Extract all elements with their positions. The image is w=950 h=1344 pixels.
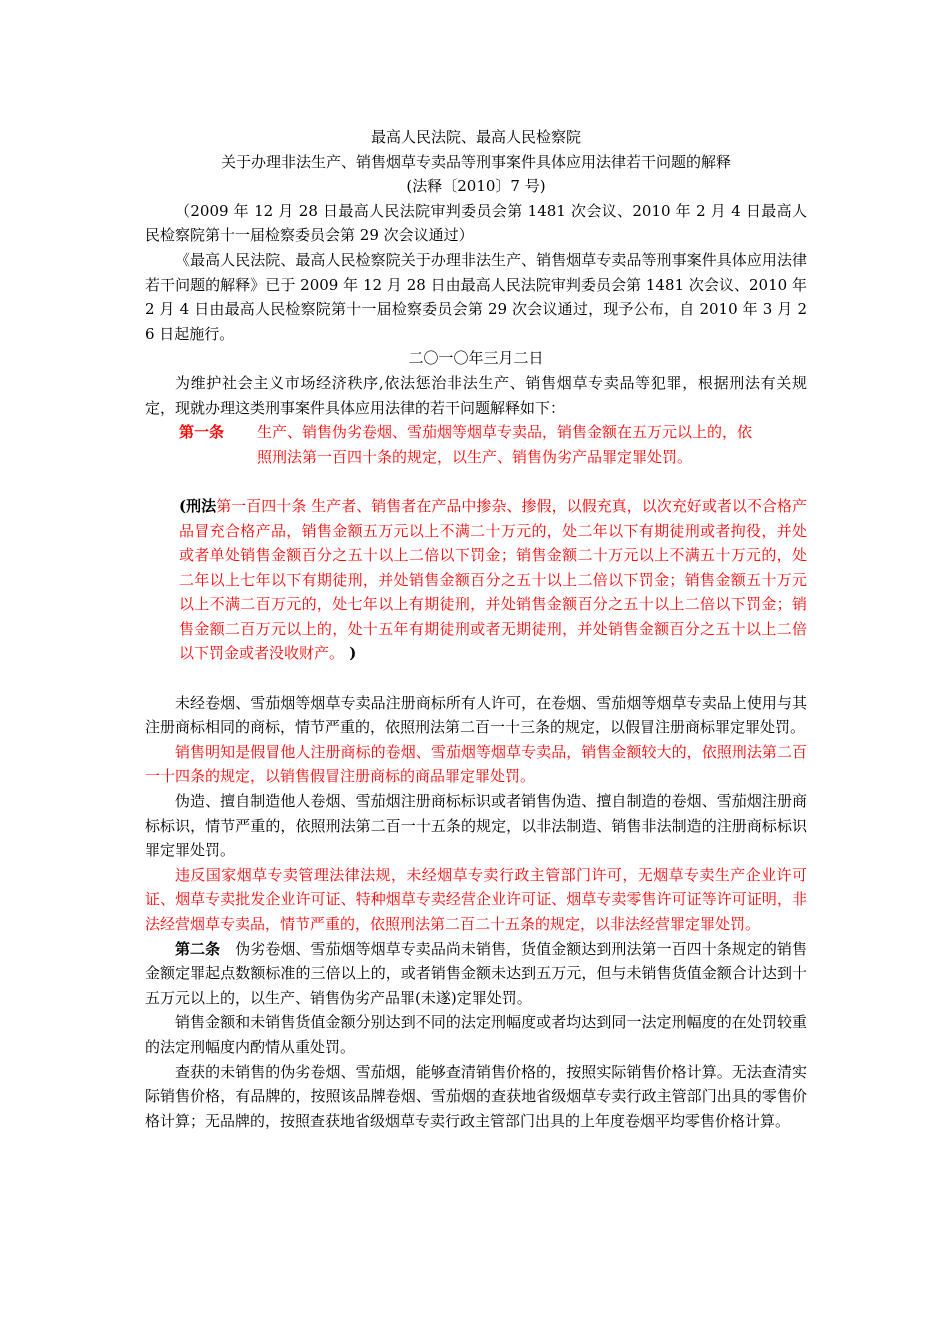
trademark-paragraph: 未经卷烟、雪茄烟等烟草专卖品注册商标所有人许可，在卷烟、雪茄烟等烟草专卖品上使用与其注册商标相同的商标，情节严重的，依照刑法第二百一十三条的规定，以假冒注册商标罪定罪处罚。 xyxy=(145,693,807,737)
article-2-title: 第二条 xyxy=(175,939,221,958)
spacer xyxy=(145,666,807,691)
article-1 xyxy=(145,420,807,469)
article-1-line-b: 照刑法第一百四十条的规定，以生产、销售伪劣产品罪定罪处罚。 xyxy=(257,447,693,466)
announcement: 《最高人民法院、最高人民检察院关于办理非法生产、销售烟草专卖品等刑事案件具体应用法律若干问题的解释》已于 2009 年 12 月 28 日由最高人民法院审判委员会第 1481 次会议、2010 年 2 月 4 日由最高人民检察院第十一届检察委员会第 29 次会议通过，现予公布，自 2010 年 3 月 26 日起施行。 xyxy=(145,250,807,343)
article-2-para-2: 销售金额和未销售货值金额分别达到不同的法定刑幅度或者均达到同一法定刑幅度的在处罚较重的法定刑幅度内酌情从重处罚。 xyxy=(145,1013,807,1056)
quote-close: ) xyxy=(344,644,357,663)
quote-body: 第一百四十条 生产者、销售者在产品中掺杂、掺假，以假充真，以次充好或者以不合格产品冒充合格产品，销售金额五万元以上不满二十万元的，处二年以下有期徒刑或者拘役，并处或者单处销售金额百分之五十以上二倍以下罚金；销售金额二十万元以上不满五十万元的，处二年以上七年以下有期徒刑，并处销售金额百分之五十以上二倍以下罚金；销售金额五十万元以上不满二百万元的，处七年以上有期徒刑，并处销售金额百分之五十以上二倍以下罚金；销售金额二百万元以上的，处十五年有期徒刑或者无期徒刑，并处销售金额百分之五十以上二倍以下罚金或者没收财产。 xyxy=(179,496,807,663)
issue-date: 二〇一〇年三月二日 xyxy=(408,349,544,368)
preamble: 为维护社会主义市场经济秩序,依法惩治非法生产、销售烟草专卖品等犯罪，根据刑法有关规定，现就办理这类刑事案件具体应用法律的若干问题解释如下： xyxy=(145,373,807,417)
document-page xyxy=(145,125,807,1133)
forging-marks-paragraph: 伪造、擅自制造他人卷烟、雪茄烟注册商标标识或者销售伪造、擅自制造的卷烟、雪茄烟注册商标标识，情节严重的，依照刑法第二百一十五条的规定，以非法制造、销售非法制造的注册商标标识罪定罪处罚。 xyxy=(145,792,807,860)
issuer-title: 最高人民法院、最高人民检察院 xyxy=(370,128,581,146)
article-1-line-a: 生产、销售伪劣卷烟、雪茄烟等烟草专卖品，销售金额在五万元以上的，依 xyxy=(257,423,753,442)
article-2 xyxy=(145,937,807,1011)
quote-open: (刑法 xyxy=(179,496,217,515)
criminal-law-quote xyxy=(145,494,807,666)
article-1-title: 第一条 xyxy=(179,423,225,442)
document-number: (法释〔2010〕7 号) xyxy=(406,177,546,196)
article-2-para-3: 查获的未销售的伪劣卷烟、雪茄烟，能够查清销售价格的，按照实际销售价格计算。无法查清实际销售价格，有品牌的，按照该品牌卷烟、雪茄烟的查获地省级烟草专卖行政主管部门出具的零售价格计算；无品牌的，按照查获地省级烟草专卖行政主管部门出具的上年度卷烟平均零售价格计算。 xyxy=(145,1062,807,1130)
article-2-body: 伪劣卷烟、雪茄烟等烟草专卖品尚未销售，货值金额达到刑法第一百四十条规定的销售金额定罪起点数额标准的三倍以上的，或者销售金额未达到五万元，但与未销售货值金额合计达到十五万元以上的，以生产、销售伪劣产品罪(未遂)定罪处罚。 xyxy=(145,939,807,1007)
spacer xyxy=(145,469,807,494)
illegal-business-paragraph: 违反国家烟草专卖管理法律法规，未经烟草专卖行政主管部门许可，无烟草专卖生产企业许可证、烟草专卖批发企业许可证、特种烟草专卖经营企业许可证、烟草专卖零售许可证等许可证明，非法经营烟草专卖品，情节严重的，依照刑法第二百二十五条的规定，以非法经营罪定罪处罚。 xyxy=(145,865,807,933)
adoption-note: （2009 年 12 月 28 日最高人民法院审判委员会第 1481 次会议、2010 年 2 月 4 日最高人民检察院第十一届检察委员会第 29 次会议通过） xyxy=(145,201,807,245)
selling-counterfeit-paragraph: 销售明知是假冒他人注册商标的卷烟、雪茄烟等烟草专卖品，销售金额较大的，依照刑法第二百一十四条的规定，以销售假冒注册商标的商品罪定罪处罚。 xyxy=(145,742,807,786)
document-title: 关于办理非法生产、销售烟草专卖品等刑事案件具体应用法律若干问题的解释 xyxy=(220,152,731,171)
